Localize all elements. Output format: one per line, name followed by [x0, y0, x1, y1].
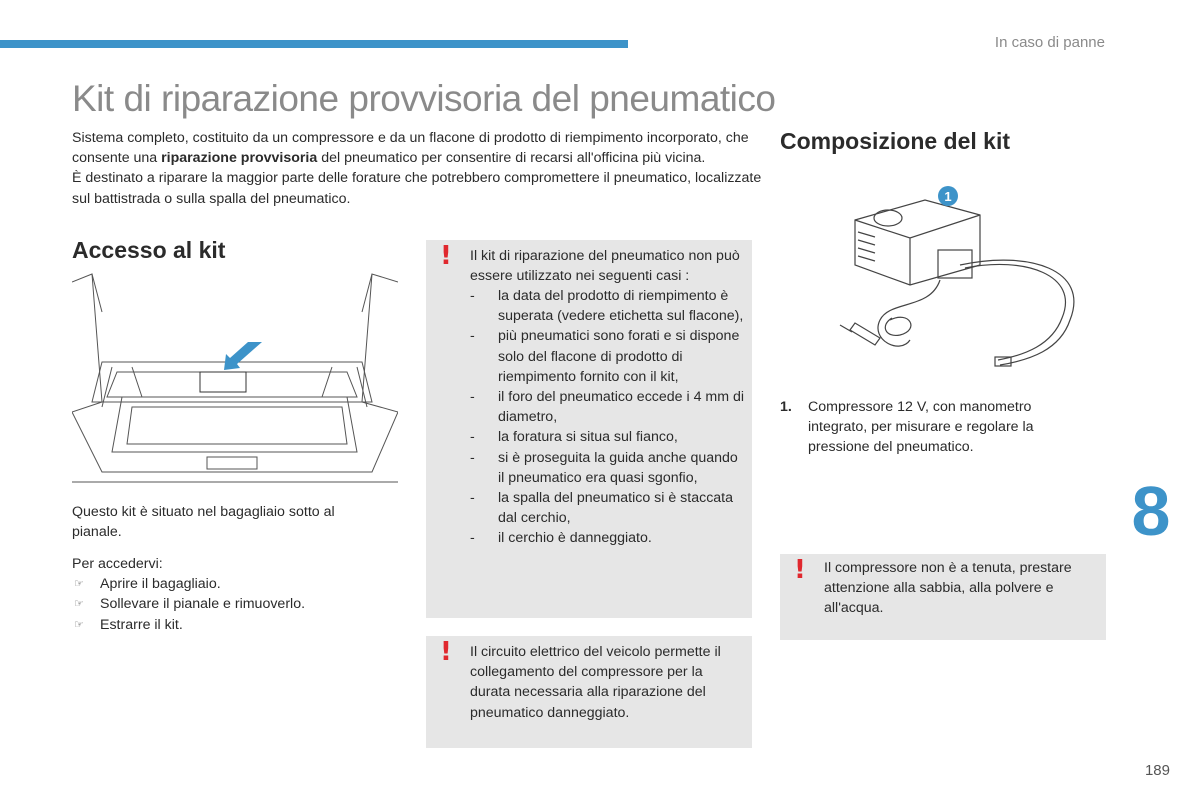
warning-box-restrictions — [426, 240, 752, 618]
access-step: ☞ Estrarre il kit. — [72, 615, 382, 635]
warning-box-compressor — [780, 554, 1106, 640]
access-heading: Accesso al kit — [72, 237, 226, 263]
warning-item: - la foratura si situa sul fianco, — [470, 429, 678, 446]
access-step: ☞ Aprire il bagagliaio. — [72, 574, 382, 594]
warning-item: - la spalla del pneumatico si è staccata dal cerchio, — [470, 490, 734, 527]
intro-text — [72, 128, 762, 209]
section-title: In caso di panne — [994, 34, 1105, 51]
warning-icon: ! — [440, 241, 452, 271]
chapter-number: 8 — [1131, 472, 1171, 550]
warning-intro: Il kit di riparazione del pneumatico non può essere utilizzato nei seguenti casi : — [470, 248, 740, 285]
warning-item: - si è proseguita la guida anche quando il pneumatico era quasi sgonfio, — [470, 449, 738, 486]
pointing-hand-icon: ☞ — [74, 598, 84, 611]
warning-icon: ! — [794, 555, 806, 585]
intro-paragraph-1: Sistema completo, costituito da un compressore e da un flacone di prodotto di riempimento incorporato, che consente una riparazione provvisoria del pneumatico per consentire di recarsi all'officina più vicina. — [72, 130, 749, 167]
compressor-illustration — [830, 180, 1090, 380]
warning-text: Il compressore non è a tenuta, prestare attenzione alla sabbia, alla polvere e all'acqua. — [824, 560, 1072, 617]
caption-text: Compressore 12 V, con manometro integrato, per misurare e regolare la pressione del pneumatico. — [808, 399, 1034, 456]
kit-composition-heading: Composizione del kit — [780, 128, 1011, 154]
pointing-hand-icon: ☞ — [74, 578, 84, 591]
access-steps — [72, 554, 382, 635]
trunk-illustration — [72, 272, 398, 492]
caption-number: 1. — [780, 399, 792, 415]
intro-bold: riparazione provvisoria — [161, 150, 318, 167]
warning-item: - più pneumatici sono forati e si dispone solo del flacone di prodotto di riempimento fornito con il kit, — [470, 328, 740, 385]
page-number: 189 — [1144, 762, 1170, 779]
kit-location-box — [200, 372, 246, 392]
warning-item: - il foro del pneumatico eccede i 4 mm di diametro, — [470, 389, 745, 426]
intro-paragraph-2: È destinato a riparare la maggior parte delle forature che potrebbero compromettere il pneumatico, localizzate sul battistrada o sulla spalla del pneumatico. — [72, 170, 762, 207]
warning-text: Il circuito elettrico del veicolo permette il collegamento del compressore per la durata necessaria alla riparazione del pneumatico danneggiato. — [470, 644, 721, 721]
warning-box-electrical — [426, 636, 752, 748]
pointing-hand-icon: ☞ — [74, 618, 84, 631]
warning-icon: ! — [440, 637, 452, 667]
access-step: ☞ Sollevare il pianale e rimuoverlo. — [72, 594, 382, 614]
warning-item: - il cerchio è danneggiato. — [470, 530, 652, 547]
page-title: Kit di riparazione provvisoria del pneumatico — [72, 78, 776, 119]
kit-location-description: Questo kit è situato nel bagagliaio sotto al pianale. — [72, 504, 335, 541]
header-accent-bar — [0, 40, 628, 48]
svg-text:1: 1 — [944, 189, 952, 204]
access-lead: Per accedervi: — [72, 556, 163, 572]
warning-item: - la data del prodotto di riempimento è superata (vedere etichetta sul flacone), — [470, 288, 744, 325]
